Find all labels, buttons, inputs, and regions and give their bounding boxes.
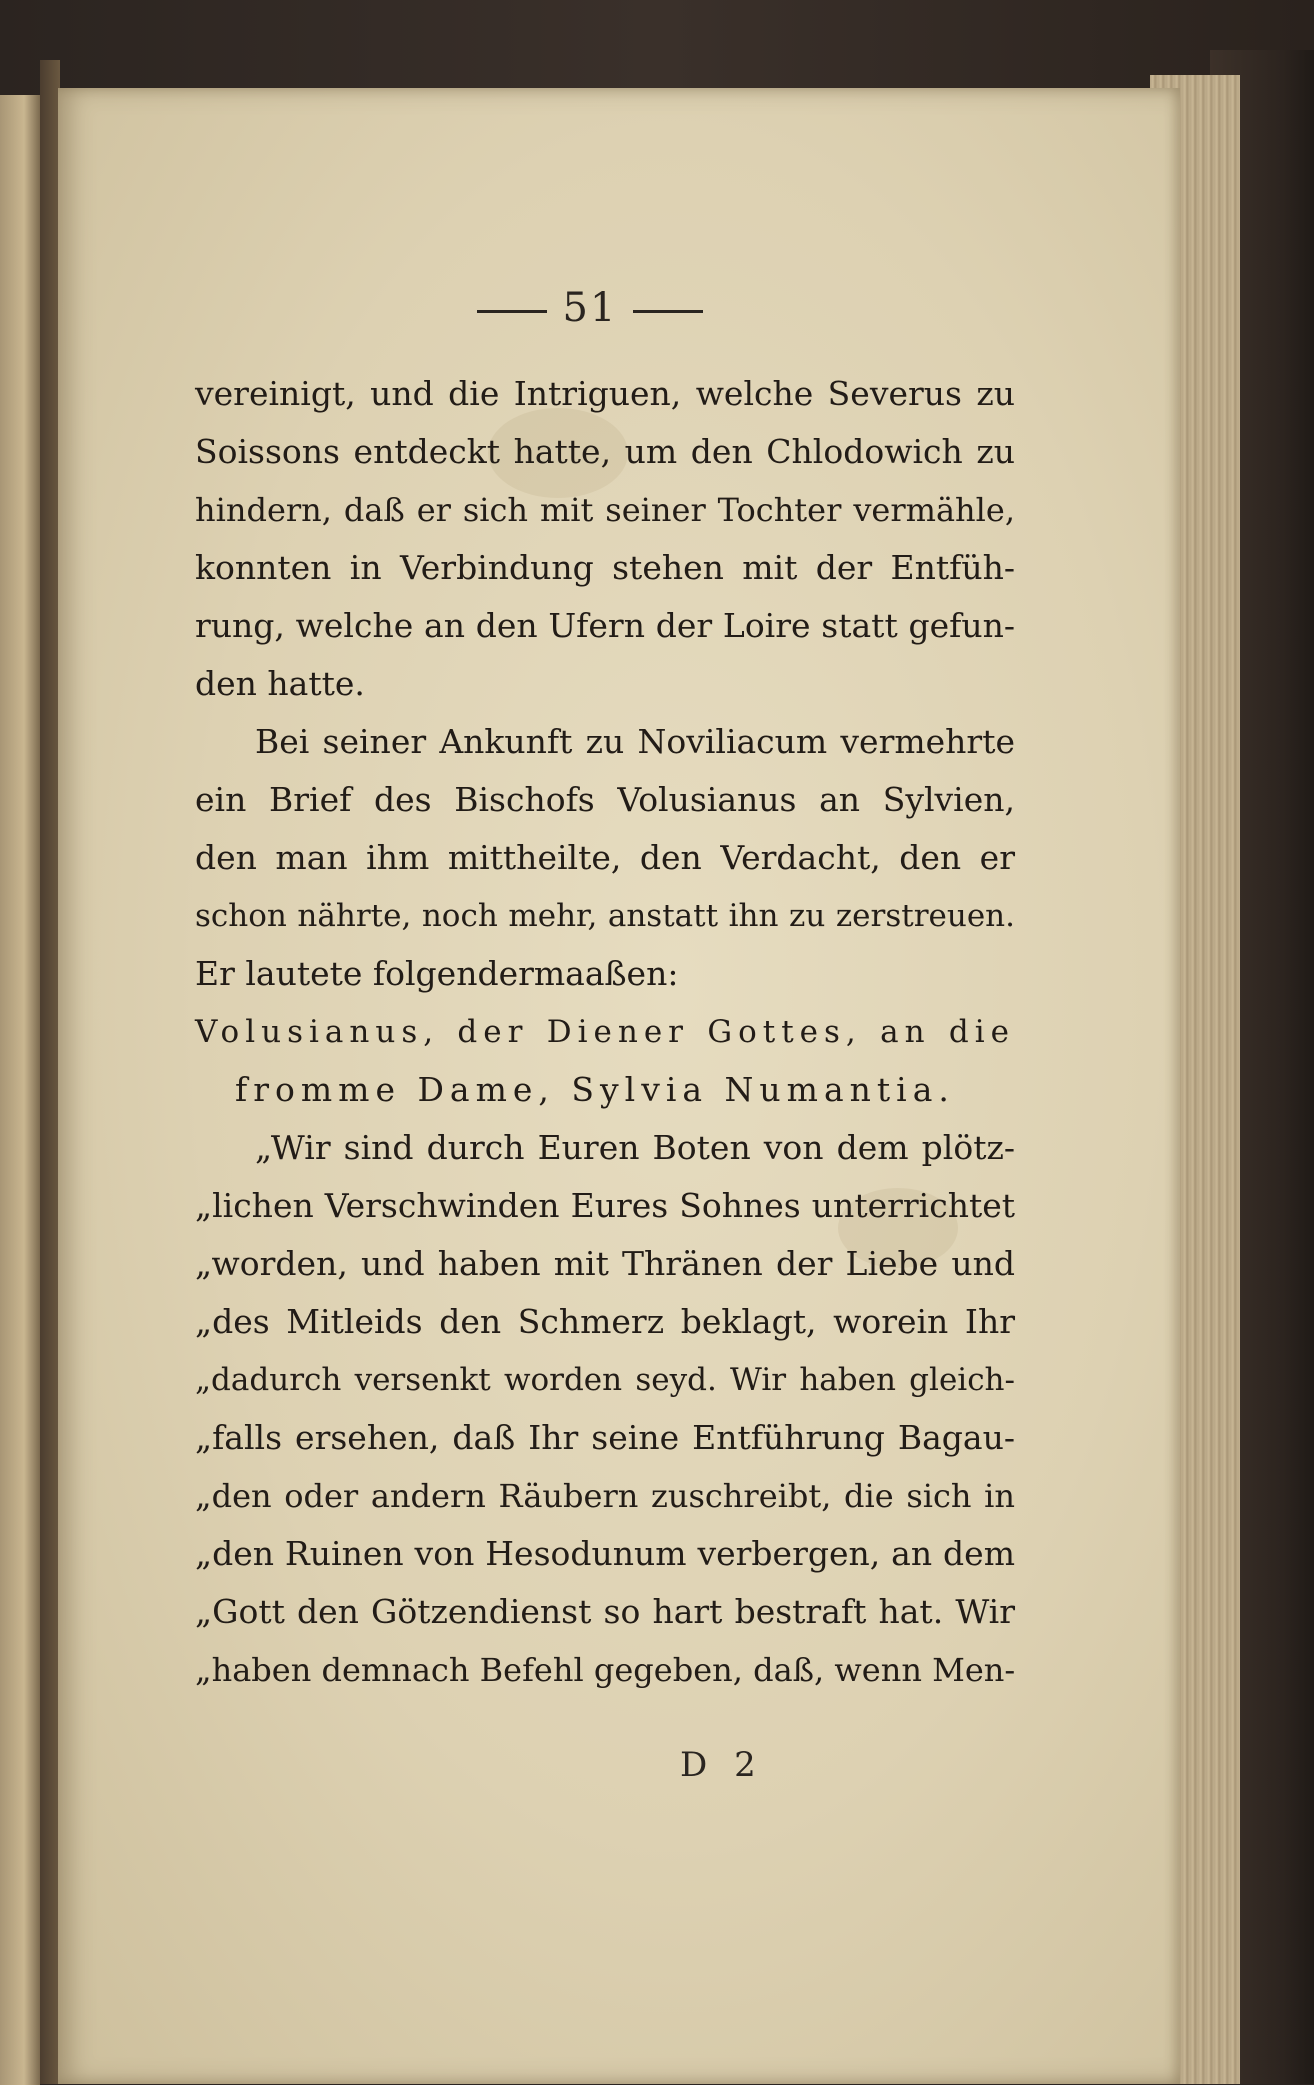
text-line: ein Brief des Bischofs Volusianus an Sylvien, (195, 780, 1015, 819)
book-spine (40, 60, 60, 2084)
text-line: Bei seiner Ankunft zu Noviliacum vermehrte (255, 722, 1015, 761)
body-text (195, 365, 1015, 1699)
text-line: Er lautete folgendermaaßen: (195, 954, 679, 993)
left-page-edge (0, 95, 40, 2085)
text-line: „den Ruinen von Hesodunum verbergen, an dem (195, 1534, 1015, 1573)
text-line: „falls ersehen, daß Ihr seine Entführung Bagau- (195, 1418, 1015, 1457)
page-number (440, 285, 740, 331)
text-line: „dadurch versenkt worden seyd. Wir haben gleich- (195, 1362, 1015, 1398)
text-line: „lichen Verschwinden Eures Sohnes unterrichtet (195, 1186, 1015, 1225)
text-line: konnten in Verbindung stehen mit der Entfüh- (195, 548, 1015, 587)
page-number-dash-right (633, 310, 703, 313)
text-line: Soissons entdeckt hatte, um den Chlodowich zu (195, 432, 1015, 471)
text-line: rung, welche an den Ufern der Loire statt gefun- (195, 606, 1015, 645)
text-line: den man ihm mittheilte, den Verdacht, den er (195, 838, 1015, 877)
text-line: hindern, daß er sich mit seiner Tochter vermähle, (195, 491, 1015, 529)
text-line: den hatte. (195, 664, 365, 703)
text-line: schon nährte, noch mehr, anstatt ihn zu zerstreuen. (195, 898, 1015, 934)
signature-mark: D 2 (680, 1745, 764, 1785)
text-line: „Gott den Götzendienst so hart bestraft hat. Wir (195, 1592, 1015, 1631)
page-number-value: 51 (562, 285, 618, 331)
text-line: vereinigt, und die Intriguen, welche Severus zu (195, 374, 1015, 413)
page-number-dash-left (477, 310, 547, 313)
letter-heading: fromme Dame, Sylvia Numantia. (235, 1070, 955, 1109)
letter-heading: Volusianus, der Diener Gottes, an die (195, 1014, 1015, 1050)
text-line: „Wir sind durch Euren Boten von dem plötz- (255, 1128, 1015, 1167)
text-line: „worden, und haben mit Thränen der Liebe und (195, 1244, 1015, 1283)
text-line: „haben demnach Befehl gegeben, daß, wenn Men- (195, 1651, 1016, 1689)
text-line: „den oder andern Räubern zuschreibt, die sich in (195, 1477, 1015, 1515)
text-line: „des Mitleids den Schmerz beklagt, worein Ihr (195, 1302, 1015, 1341)
